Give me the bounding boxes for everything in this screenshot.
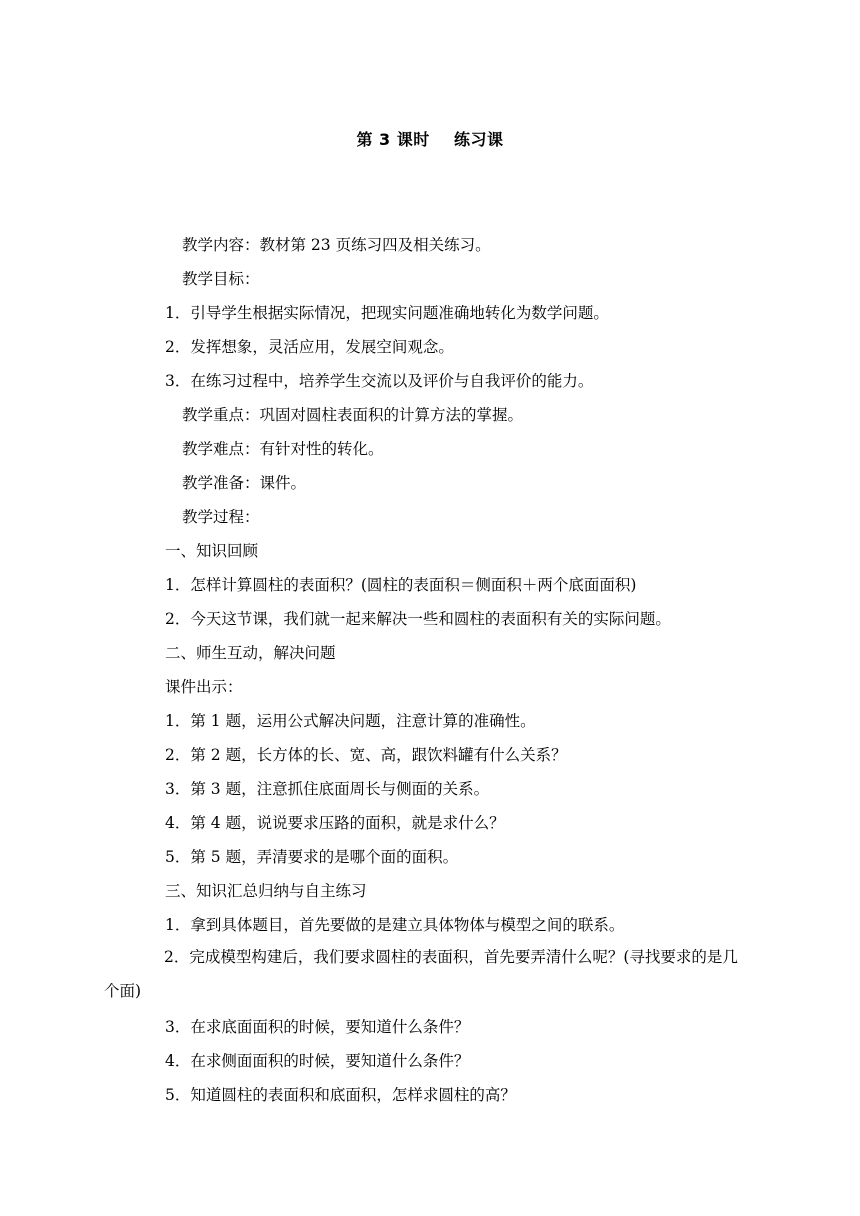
- exercise-item-3: 3．第 3 题，注意抓住底面周长与侧面的关系。: [165, 780, 490, 798]
- courseware-label: 课件出示：: [165, 678, 243, 696]
- exercise-item-5: 5．第 5 题，弄清要求的是哪个面的面积。: [165, 848, 459, 866]
- teaching-difficulty: 教学难点：有针对性的转化。: [182, 440, 384, 458]
- section-heading-2: 二、师生互动，解决问题: [165, 644, 336, 662]
- teaching-process-heading: 教学过程：: [182, 508, 260, 526]
- review-item-1: 1．怎样计算圆柱的表面积？(圆柱的表面积＝侧面积＋两个底面面积): [165, 576, 637, 594]
- teaching-preparation: 教学准备：课件。: [182, 474, 307, 492]
- summary-item-4: 4．在求侧面面积的时候，要知道什么条件？: [165, 1052, 470, 1070]
- summary-item-3: 3．在求底面面积的时候，要知道什么条件？: [165, 1018, 470, 1036]
- teaching-goals-heading: 教学目标：: [182, 270, 260, 288]
- summary-item-1: 1．拿到具体题目，首先要做的是建立具体物体与模型之间的联系。: [165, 916, 625, 934]
- exercise-item-1: 1．第 1 题，运用公式解决问题，注意计算的准确性。: [165, 712, 536, 730]
- page-title: 第 3 课时 练习课: [356, 130, 504, 149]
- goal-item-2: 2．发挥想象，灵活应用，发展空间观念。: [165, 338, 454, 356]
- exercise-item-4: 4．第 4 题，说说要求压路的面积，就是求什么？: [165, 814, 505, 832]
- exercise-item-2: 2．第 2 题，长方体的长、宽、高，跟饮料罐有什么关系？: [165, 746, 567, 764]
- section-heading-1: 一、知识回顾: [165, 542, 259, 560]
- summary-item-5: 5．知道圆柱的表面积和底面积，怎样求圆柱的高？: [165, 1086, 516, 1104]
- section-heading-3: 三、知识汇总归纳与自主练习: [165, 882, 367, 900]
- teaching-content: 教学内容：教材第 23 页练习四及相关练习。: [182, 236, 491, 254]
- review-item-2: 2．今天这节课，我们就一起来解决一些和圆柱的表面积有关的实际问题。: [165, 610, 671, 628]
- goal-item-1: 1．引导学生根据实际情况，把现实问题准确地转化为数学问题。: [165, 304, 609, 322]
- teaching-key-point: 教学重点：巩固对圆柱表面积的计算方法的掌握。: [182, 406, 524, 424]
- summary-item-2: 2．完成模型构建后，我们要求圆柱的表面积，首先要弄清什么呢？(寻找要求的是几个面): [104, 948, 738, 1000]
- goal-item-3: 3．在练习过程中，培养学生交流以及评价与自我评价的能力。: [165, 372, 594, 390]
